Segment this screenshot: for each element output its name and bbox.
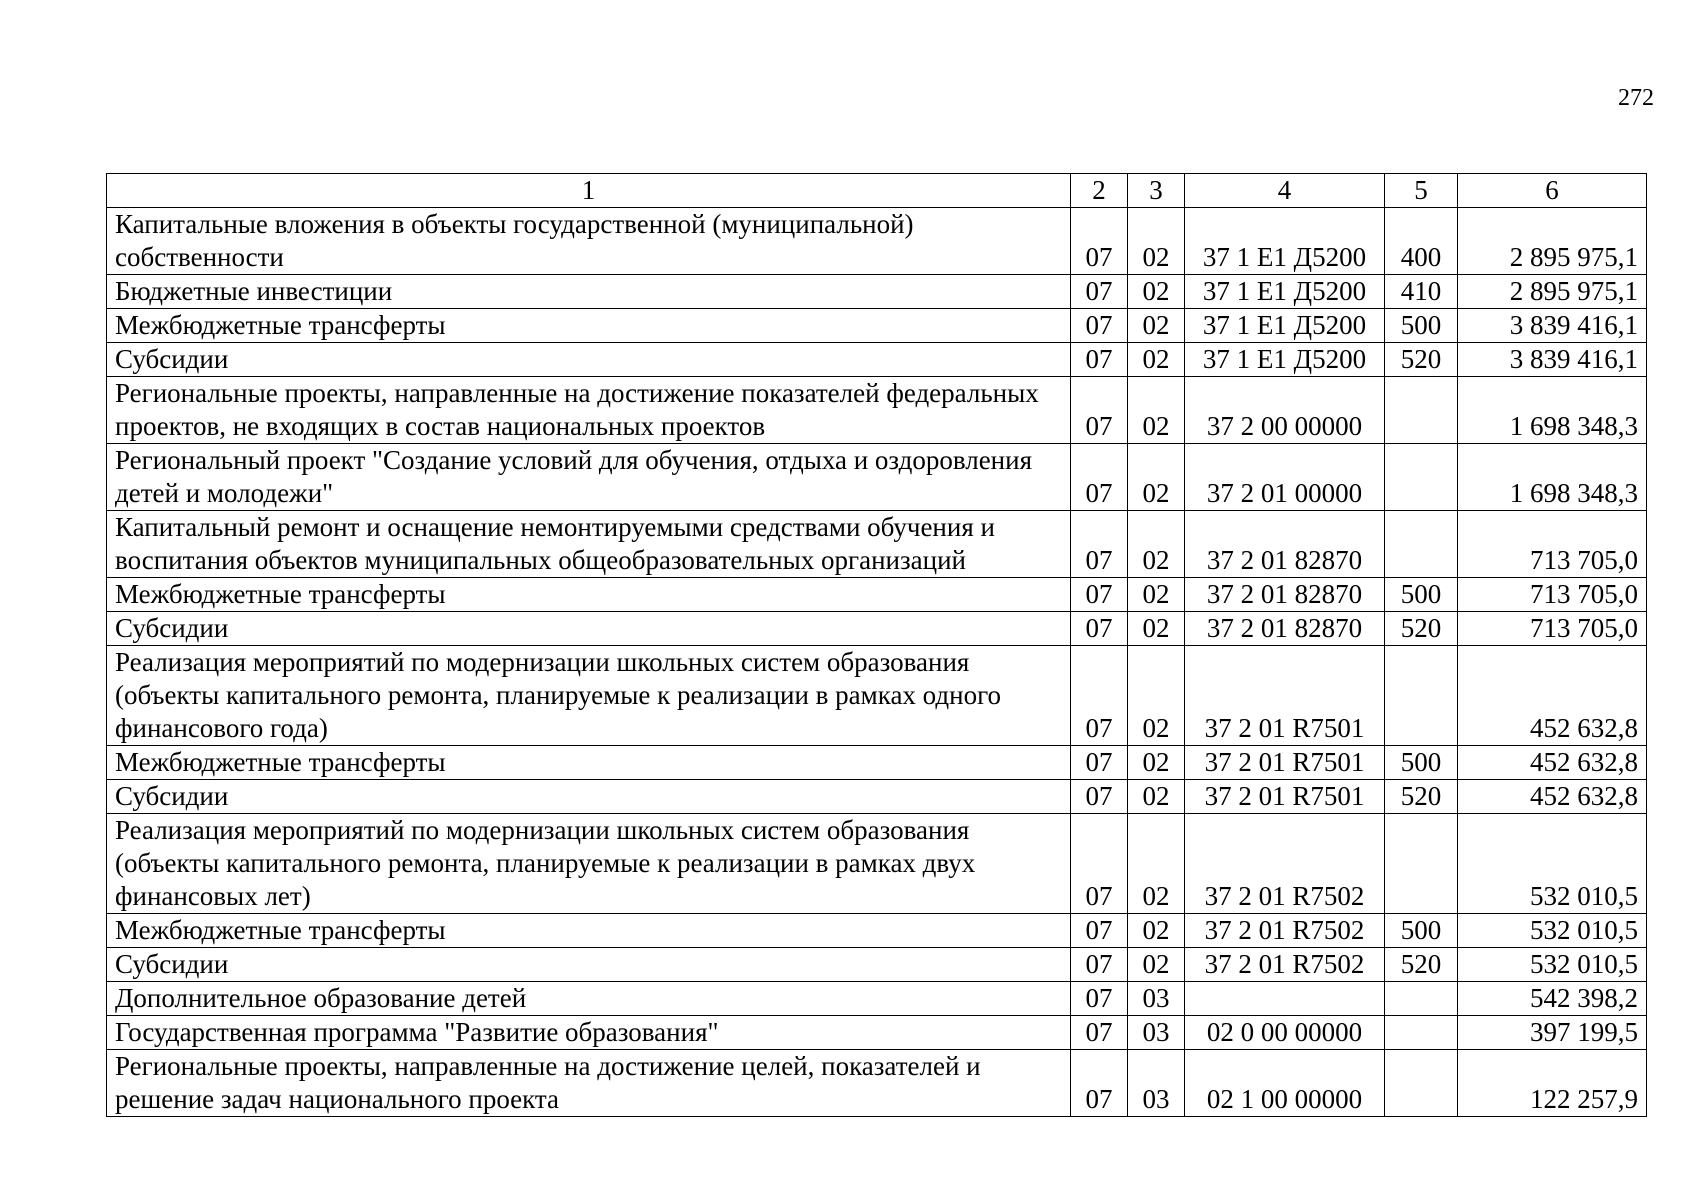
row-section: 07 bbox=[1071, 1016, 1128, 1050]
row-name: Реализация мероприятий по модернизации школьных систем образования (объекты капитального ремонта, планируемые к реализации в рамках двух финансовых лет) bbox=[107, 814, 1071, 914]
row-amount: 2 895 975,1 bbox=[1458, 275, 1647, 309]
row-expense-type: 500 bbox=[1385, 578, 1458, 612]
row-amount: 532 010,5 bbox=[1458, 948, 1647, 982]
table-row bbox=[107, 914, 1647, 948]
row-expense-type: 500 bbox=[1385, 309, 1458, 343]
table-row bbox=[107, 1050, 1647, 1117]
row-section: 07 bbox=[1071, 208, 1128, 275]
row-subsection: 02 bbox=[1128, 444, 1185, 511]
row-subsection: 03 bbox=[1128, 1016, 1185, 1050]
row-expense-type bbox=[1385, 814, 1458, 914]
row-expense-type bbox=[1385, 377, 1458, 444]
row-name: Государственная программа "Развитие образования" bbox=[107, 1016, 1071, 1050]
table-row bbox=[107, 612, 1647, 646]
row-amount: 713 705,0 bbox=[1458, 612, 1647, 646]
row-section: 07 bbox=[1071, 646, 1128, 746]
row-subsection: 02 bbox=[1128, 511, 1185, 578]
row-expense-type bbox=[1385, 1050, 1458, 1117]
header-row bbox=[107, 174, 1647, 208]
row-subsection: 02 bbox=[1128, 377, 1185, 444]
row-name: Межбюджетные трансферты bbox=[107, 578, 1071, 612]
row-amount: 452 632,8 bbox=[1458, 780, 1647, 814]
row-expense-type bbox=[1385, 982, 1458, 1016]
row-section: 07 bbox=[1071, 1050, 1128, 1117]
row-section: 07 bbox=[1071, 578, 1128, 612]
row-amount: 1 698 348,3 bbox=[1458, 444, 1647, 511]
row-expense-type: 410 bbox=[1385, 275, 1458, 309]
row-amount: 532 010,5 bbox=[1458, 914, 1647, 948]
row-name: Региональные проекты, направленные на достижение целей, показателей и решение задач национального проекта bbox=[107, 1050, 1071, 1117]
table-row bbox=[107, 578, 1647, 612]
row-target-code: 37 1 E1 Д5200 bbox=[1185, 208, 1385, 275]
row-expense-type bbox=[1385, 444, 1458, 511]
row-section: 07 bbox=[1071, 377, 1128, 444]
row-name: Субсидии bbox=[107, 948, 1071, 982]
row-section: 07 bbox=[1071, 914, 1128, 948]
row-amount: 122 257,9 bbox=[1458, 1050, 1647, 1117]
row-name: Субсидии bbox=[107, 780, 1071, 814]
row-subsection: 03 bbox=[1128, 982, 1185, 1016]
row-target-code: 37 2 00 00000 bbox=[1185, 377, 1385, 444]
row-expense-type: 500 bbox=[1385, 914, 1458, 948]
row-subsection: 02 bbox=[1128, 814, 1185, 914]
row-target-code: 37 2 01 R7501 bbox=[1185, 780, 1385, 814]
row-subsection: 02 bbox=[1128, 343, 1185, 377]
header-col-6: 6 bbox=[1458, 174, 1647, 208]
header-col-4: 4 bbox=[1185, 174, 1385, 208]
row-subsection: 02 bbox=[1128, 208, 1185, 275]
row-target-code: 37 2 01 82870 bbox=[1185, 511, 1385, 578]
row-expense-type: 520 bbox=[1385, 780, 1458, 814]
row-name: Региональные проекты, направленные на достижение показателей федеральных проектов, не входящих в состав национальных проектов bbox=[107, 377, 1071, 444]
row-section: 07 bbox=[1071, 948, 1128, 982]
row-name: Капитальные вложения в объекты государственной (муниципальной) собственности bbox=[107, 208, 1071, 275]
row-amount: 452 632,8 bbox=[1458, 746, 1647, 780]
row-subsection: 02 bbox=[1128, 780, 1185, 814]
row-name: Межбюджетные трансферты bbox=[107, 746, 1071, 780]
row-section: 07 bbox=[1071, 511, 1128, 578]
row-subsection: 02 bbox=[1128, 948, 1185, 982]
row-expense-type bbox=[1385, 1016, 1458, 1050]
row-section: 07 bbox=[1071, 780, 1128, 814]
row-amount: 397 199,5 bbox=[1458, 1016, 1647, 1050]
row-amount: 713 705,0 bbox=[1458, 578, 1647, 612]
row-name: Региональный проект "Создание условий для обучения, отдыха и оздоровления детей и молодежи" bbox=[107, 444, 1071, 511]
row-target-code: 37 2 01 R7501 bbox=[1185, 646, 1385, 746]
table-row bbox=[107, 948, 1647, 982]
row-target-code: 37 1 E1 Д5200 bbox=[1185, 275, 1385, 309]
row-amount: 713 705,0 bbox=[1458, 511, 1647, 578]
table-row bbox=[107, 780, 1647, 814]
row-name: Реализация мероприятий по модернизации школьных систем образования (объекты капитального ремонта, планируемые к реализации в рамках одного финансового года) bbox=[107, 646, 1071, 746]
row-target-code: 37 1 E1 Д5200 bbox=[1185, 309, 1385, 343]
row-name: Дополнительное образование детей bbox=[107, 982, 1071, 1016]
row-amount: 2 895 975,1 bbox=[1458, 208, 1647, 275]
row-expense-type: 520 bbox=[1385, 612, 1458, 646]
row-target-code bbox=[1185, 982, 1385, 1016]
row-expense-type: 500 bbox=[1385, 746, 1458, 780]
table-row bbox=[107, 343, 1647, 377]
table-row bbox=[107, 982, 1647, 1016]
row-amount: 3 839 416,1 bbox=[1458, 343, 1647, 377]
row-subsection: 02 bbox=[1128, 275, 1185, 309]
table-body bbox=[107, 208, 1647, 1117]
table-row bbox=[107, 646, 1647, 746]
row-expense-type bbox=[1385, 511, 1458, 578]
row-name: Субсидии bbox=[107, 612, 1071, 646]
page-number: 272 bbox=[1618, 85, 1654, 111]
row-subsection: 02 bbox=[1128, 309, 1185, 343]
row-subsection: 03 bbox=[1128, 1050, 1185, 1117]
row-section: 07 bbox=[1071, 612, 1128, 646]
row-amount: 1 698 348,3 bbox=[1458, 377, 1647, 444]
row-subsection: 02 bbox=[1128, 914, 1185, 948]
row-expense-type: 400 bbox=[1385, 208, 1458, 275]
header-col-1: 1 bbox=[107, 174, 1071, 208]
header-col-3: 3 bbox=[1128, 174, 1185, 208]
row-target-code: 37 1 E1 Д5200 bbox=[1185, 343, 1385, 377]
row-target-code: 02 1 00 00000 bbox=[1185, 1050, 1385, 1117]
row-section: 07 bbox=[1071, 982, 1128, 1016]
table-row bbox=[107, 377, 1647, 444]
row-name: Межбюджетные трансферты bbox=[107, 914, 1071, 948]
row-target-code: 37 2 01 R7501 bbox=[1185, 746, 1385, 780]
row-amount: 452 632,8 bbox=[1458, 646, 1647, 746]
budget-table bbox=[106, 173, 1647, 1117]
table-row bbox=[107, 444, 1647, 511]
row-subsection: 02 bbox=[1128, 578, 1185, 612]
row-name: Межбюджетные трансферты bbox=[107, 309, 1071, 343]
row-target-code: 02 0 00 00000 bbox=[1185, 1016, 1385, 1050]
row-target-code: 37 2 01 R7502 bbox=[1185, 814, 1385, 914]
row-name: Бюджетные инвестиции bbox=[107, 275, 1071, 309]
table-row bbox=[107, 814, 1647, 914]
table-row bbox=[107, 208, 1647, 275]
row-target-code: 37 2 01 R7502 bbox=[1185, 948, 1385, 982]
row-section: 07 bbox=[1071, 309, 1128, 343]
row-section: 07 bbox=[1071, 275, 1128, 309]
table-row bbox=[107, 275, 1647, 309]
row-target-code: 37 2 01 82870 bbox=[1185, 612, 1385, 646]
table-row bbox=[107, 1016, 1647, 1050]
row-section: 07 bbox=[1071, 814, 1128, 914]
row-section: 07 bbox=[1071, 444, 1128, 511]
header-col-5: 5 bbox=[1385, 174, 1458, 208]
row-expense-type bbox=[1385, 646, 1458, 746]
row-amount: 542 398,2 bbox=[1458, 982, 1647, 1016]
row-target-code: 37 2 01 82870 bbox=[1185, 578, 1385, 612]
table-row bbox=[107, 746, 1647, 780]
row-expense-type: 520 bbox=[1385, 343, 1458, 377]
row-target-code: 37 2 01 00000 bbox=[1185, 444, 1385, 511]
row-section: 07 bbox=[1071, 343, 1128, 377]
row-subsection: 02 bbox=[1128, 646, 1185, 746]
header-col-2: 2 bbox=[1071, 174, 1128, 208]
row-amount: 532 010,5 bbox=[1458, 814, 1647, 914]
row-subsection: 02 bbox=[1128, 612, 1185, 646]
row-target-code: 37 2 01 R7502 bbox=[1185, 914, 1385, 948]
table-row bbox=[107, 309, 1647, 343]
row-expense-type: 520 bbox=[1385, 948, 1458, 982]
row-section: 07 bbox=[1071, 746, 1128, 780]
row-name: Капитальный ремонт и оснащение немонтируемыми средствами обучения и воспитания объектов муниципальных общеобразовательных организаций bbox=[107, 511, 1071, 578]
row-amount: 3 839 416,1 bbox=[1458, 309, 1647, 343]
row-name: Субсидии bbox=[107, 343, 1071, 377]
table-row bbox=[107, 511, 1647, 578]
row-subsection: 02 bbox=[1128, 746, 1185, 780]
